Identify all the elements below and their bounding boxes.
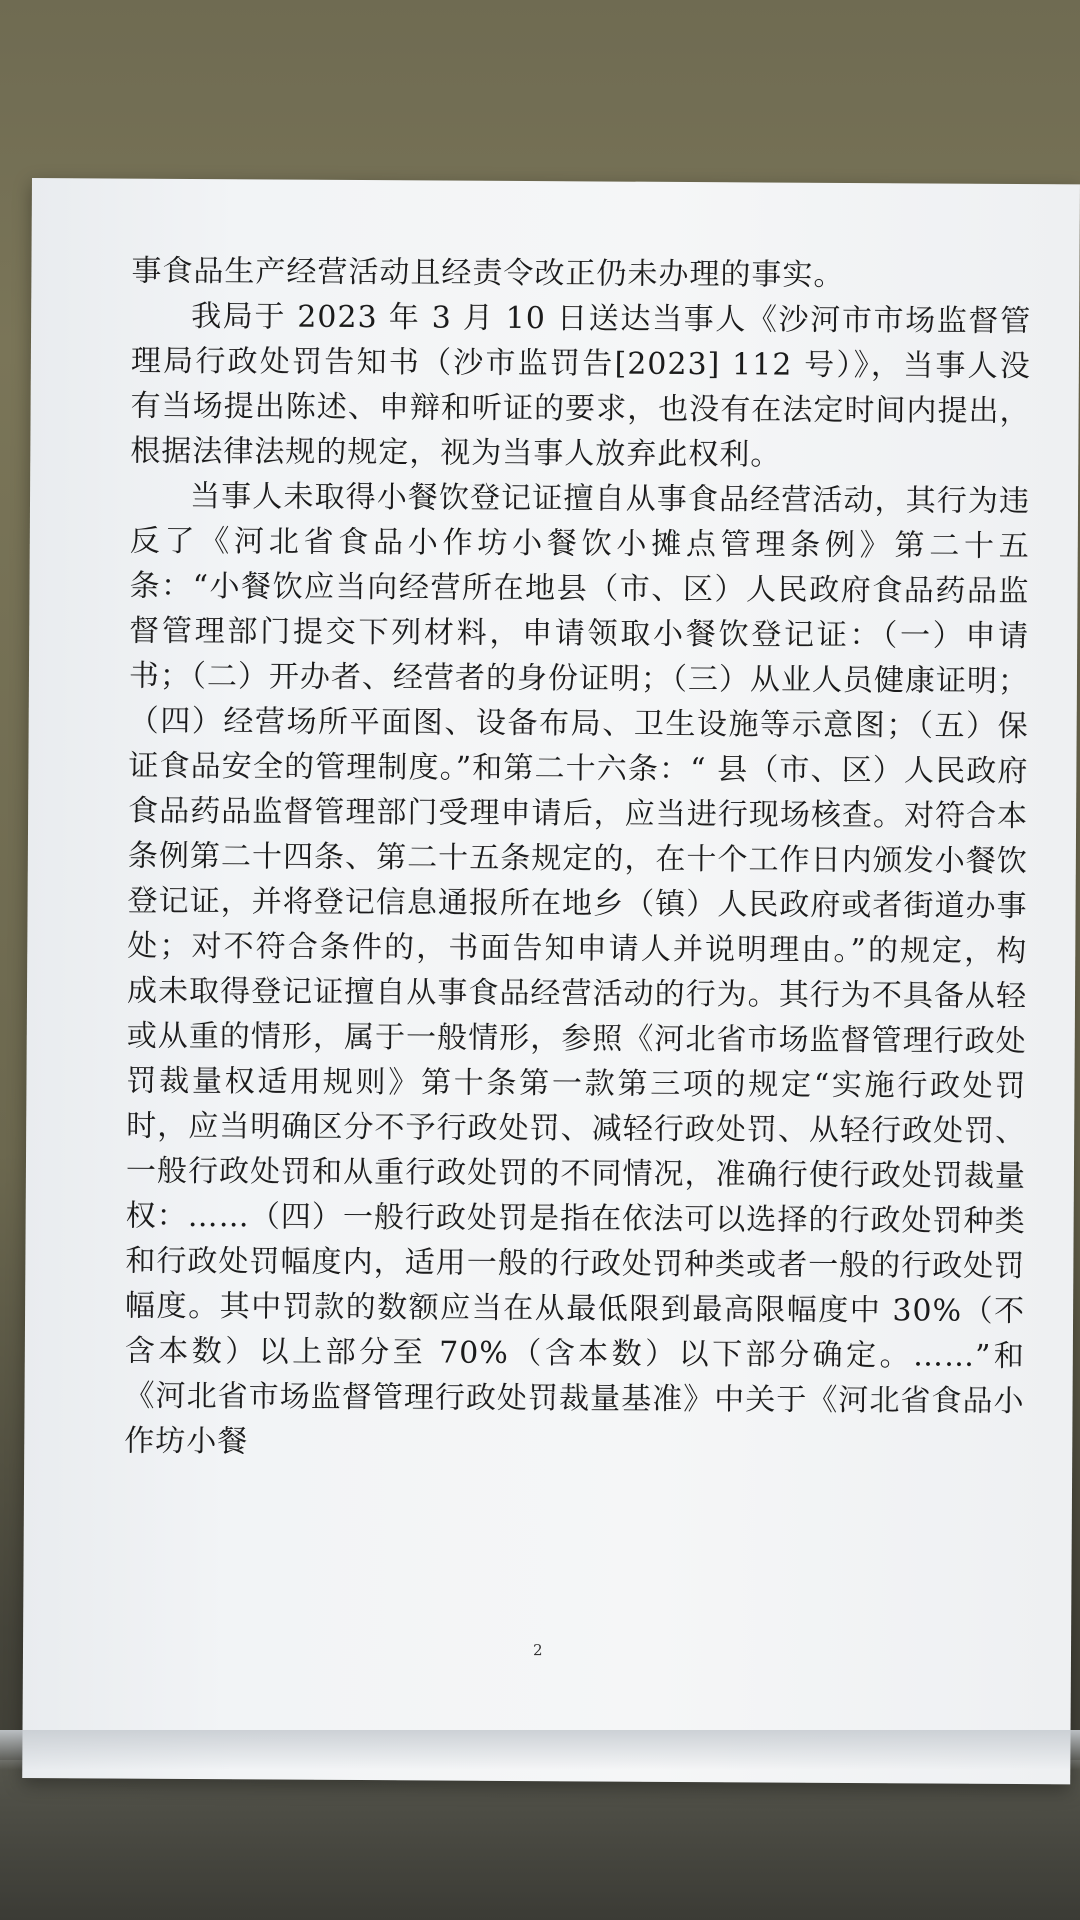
document-page (22, 178, 1080, 1784)
paragraph-3: 当事人未取得小餐饮登记证擅自从事食品经营活动，其行为违反了《河北省食品小作坊小餐饮小摊点管理条例》第二十五条：“小餐饮应当向经营所在地县（市、区）人民政府食品药品监督管理部门提交下列材料，申请领取小餐饮登记证：（一）申请书；（二）开办者、经营者的身份证明；（三）从业人员健康证明；（四）经营场所平面图、设备布局、卫生设施等示意图；（五）保证食品安全的管理制度。”和第二十六条：“ 县（市、区）人民政府食品药品监督管理部门受理申请后，应当进行现场核查。对符合本条例第二十四条、第二十五条规定的，在十个工作日内颁发小餐饮登记证，并将登记信息通报所在地乡（镇）人民政府或者街道办事处；对不符合条件的，书面告知申请人并说明理由。”的规定，构成未取得登记证擅自从事食品经营活动的行为。其行为不具备从轻或从重的情形，属于一般情形，参照《河北省市场监督管理行政处罚裁量权适用规则》第十条第一款第三项的规定“实施行政处罚时，应当明确区分不予行政处罚、减轻行政处罚、从轻行政处罚、一般行政处罚和从重行政处罚的不同情况，准确行使行政处罚裁量权：……（四）一般行政处罚是指在依法可以选择的行政处罚种类和行政处罚幅度内，适用一般的行政处罚种类或者一般的行政处罚幅度。其中罚款的数额应当在从最低限到最高限幅度中 30%（不含本数）以上部分至 70%（含本数）以下部分确定。……”和《河北省市场监督管理行政处罚裁量基准》中关于《河北省食品小作坊小餐 (124, 478, 1031, 1460)
document-body (124, 249, 1031, 1469)
page-number: 2 (532, 1641, 543, 1660)
paragraph-2: 我局于 2023 年 3 月 10 日送达当事人《沙河市市场监督管理局行政处罚告知书（沙市监罚告[2023] 112 号）》，当事人没有当场提出陈述、申辩和听证的要求，也没有在法定时间内提出，根据法律法规的规定，视为当事人放弃此权利。 (130, 298, 1032, 473)
background-floor (0, 1760, 1080, 1920)
paragraph-1: 事食品生产经营活动且经责令改正仍未办理的事实。 (131, 253, 845, 293)
paper-edge-shadow (0, 1730, 1080, 1770)
